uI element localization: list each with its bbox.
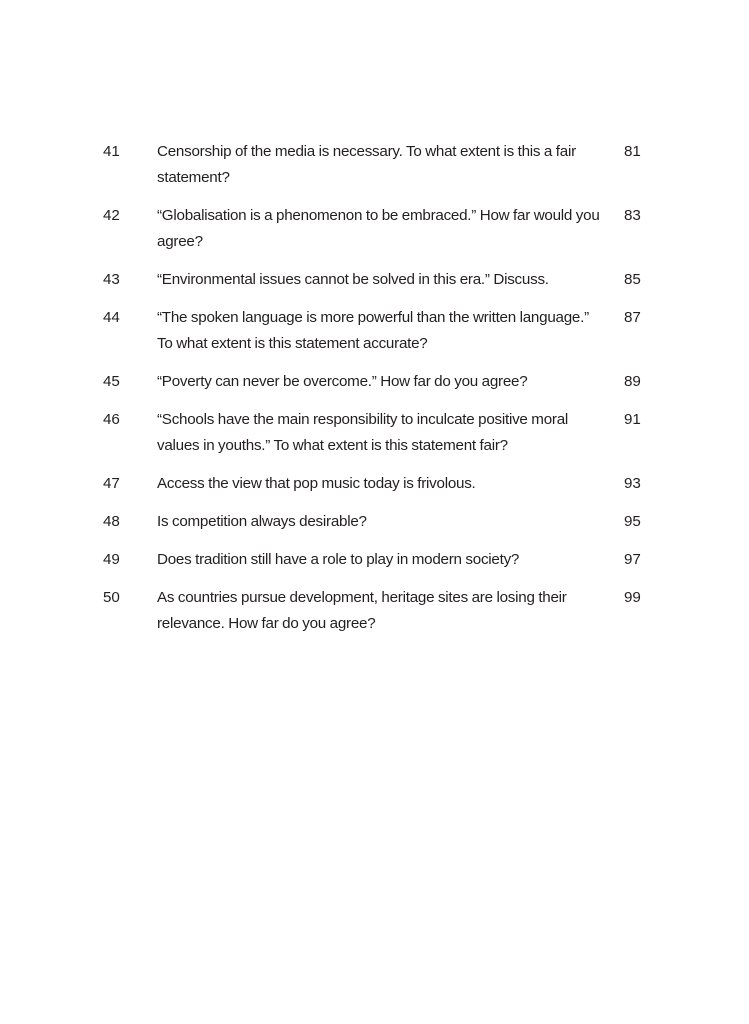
toc-entry[interactable]: [103, 267, 663, 293]
toc-entry-number: 48: [103, 513, 120, 530]
toc-entry[interactable]: [103, 509, 663, 535]
toc-entry-number: 41: [103, 143, 120, 160]
toc-entry[interactable]: [103, 585, 663, 637]
toc-entry[interactable]: [103, 471, 663, 497]
toc-entry-number: 47: [103, 475, 120, 492]
toc-entry-number: 42: [103, 207, 120, 224]
table-of-contents-list: [103, 139, 663, 637]
toc-entry-page-number: 91: [624, 411, 641, 428]
toc-entry-title: “The spoken language is more powerful than the written language.” To what extent is this statement accurate?: [157, 309, 589, 352]
toc-entry-title: Does tradition still have a role to play in modern society?: [157, 551, 520, 568]
toc-entry-title: “Poverty can never be overcome.” How far do you agree?: [157, 373, 528, 390]
toc-entry-page-number: 97: [624, 551, 641, 568]
toc-entry-number: 46: [103, 411, 120, 428]
toc-entry[interactable]: [103, 203, 663, 255]
toc-entry-title: “Environmental issues cannot be solved in this era.” Discuss.: [157, 271, 549, 288]
toc-entry[interactable]: [103, 305, 663, 357]
toc-entry-page-number: 95: [624, 513, 641, 530]
toc-entry-page-number: 83: [624, 207, 641, 224]
toc-entry-title: Censorship of the media is necessary. To what extent is this a fair statement?: [157, 143, 576, 186]
toc-entry-page-number: 89: [624, 373, 641, 390]
toc-entry-number: 45: [103, 373, 120, 390]
toc-entry-title: As countries pursue development, heritage sites are losing their relevance. How far do you agree?: [157, 589, 567, 632]
toc-entry-page-number: 99: [624, 589, 641, 606]
toc-entry[interactable]: [103, 547, 663, 573]
toc-entry-page-number: 87: [624, 309, 641, 326]
toc-entry-page-number: 85: [624, 271, 641, 288]
toc-entry-title: “Schools have the main responsibility to inculcate positive moral values in youths.” To what extent is this statement fair?: [157, 411, 569, 454]
toc-entry-title: Access the view that pop music today is frivolous.: [157, 475, 476, 492]
toc-entry-page-number: 81: [624, 143, 641, 160]
toc-entry-title: “Globalisation is a phenomenon to be embraced.” How far would you agree?: [157, 207, 600, 250]
toc-entry-title: Is competition always desirable?: [157, 513, 367, 530]
toc-entry-number: 44: [103, 309, 120, 326]
toc-entry[interactable]: [103, 369, 663, 395]
toc-entry-page-number: 93: [624, 475, 641, 492]
toc-entry[interactable]: [103, 139, 663, 191]
toc-entry-number: 43: [103, 271, 120, 288]
toc-entry[interactable]: [103, 407, 663, 459]
toc-entry-number: 50: [103, 589, 120, 606]
toc-entry-number: 49: [103, 551, 120, 568]
